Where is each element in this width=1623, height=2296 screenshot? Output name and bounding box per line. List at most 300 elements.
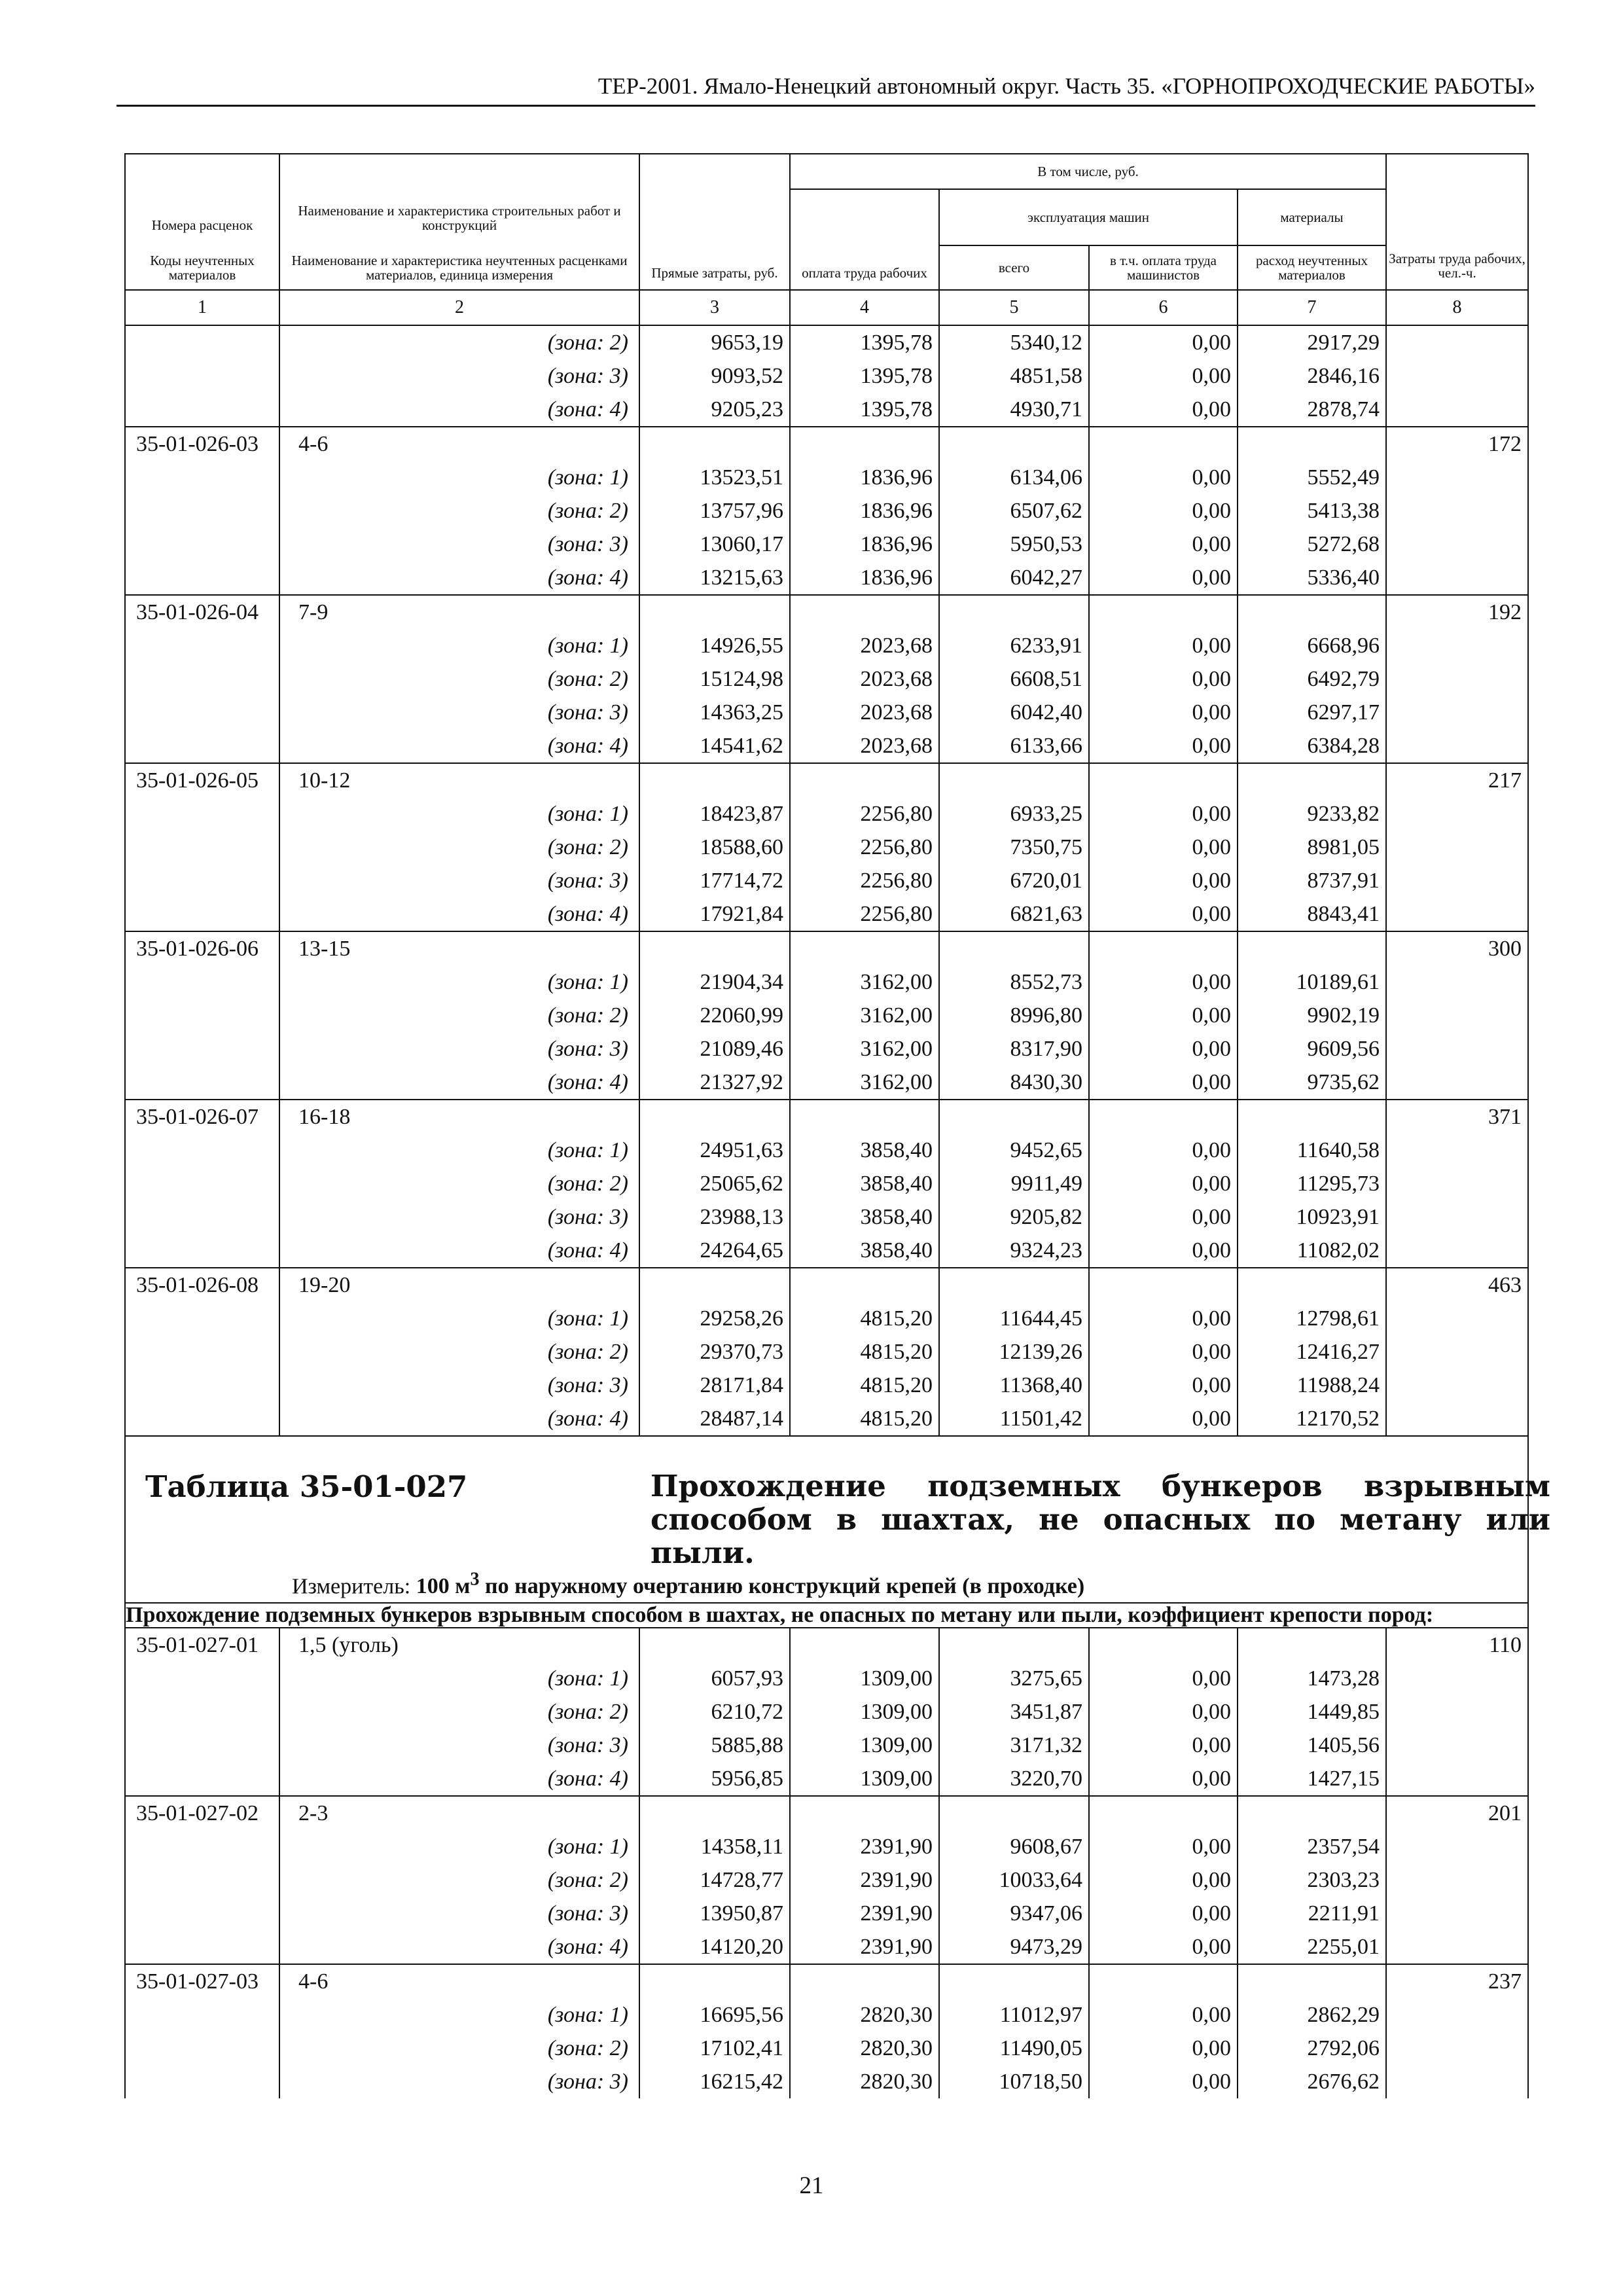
table-027-desc-row: [125, 1603, 1528, 1628]
empty-cell: [790, 595, 939, 629]
empty-cell: [939, 763, 1089, 797]
machines-total: 7350,75: [939, 831, 1089, 864]
zone-row: [125, 393, 1528, 427]
table-027-heading: [125, 1436, 1550, 1603]
worker-pay: 4815,20: [790, 1369, 939, 1402]
rates-table: [124, 153, 1550, 2098]
machinist-pay: 0,00: [1089, 1032, 1238, 1066]
rate-name: 7-9: [279, 595, 639, 629]
worker-pay: 4815,20: [790, 1402, 939, 1436]
zone-label: (зона: 2): [279, 1335, 639, 1369]
empty-cell: [939, 1268, 1089, 1302]
worker-pay: 1836,96: [790, 561, 939, 595]
col7-header: расход неучтенных материалов: [1238, 245, 1386, 290]
zone-label: (зона: 2): [279, 999, 639, 1032]
materials-cost: 11640,58: [1238, 1134, 1386, 1167]
zone-label: (зона: 2): [279, 325, 639, 359]
materials-cost: 1427,15: [1238, 1762, 1386, 1796]
machines-total: 3220,70: [939, 1762, 1089, 1796]
empty-cell: [1386, 729, 1528, 763]
materials-cost: 9735,62: [1238, 1066, 1386, 1100]
zone-row: [125, 1234, 1528, 1268]
zone-label: (зона: 1): [279, 629, 639, 662]
empty-cell: [125, 1830, 279, 1863]
zone-label: (зона: 3): [279, 2065, 639, 2098]
zone-label: (зона: 2): [279, 1695, 639, 1729]
empty-cell: [639, 763, 790, 797]
col5-header: всего: [939, 245, 1089, 290]
empty-cell: [1386, 1863, 1528, 1897]
rate-row: [125, 931, 1528, 965]
empty-cell: [1386, 1032, 1528, 1066]
table-title: Таблица 35-01-027: [145, 1469, 468, 1504]
empty-cell: [939, 595, 1089, 629]
meter-line: [292, 1570, 1084, 1599]
materials-cost: 6384,28: [1238, 729, 1386, 763]
empty-cell: [639, 595, 790, 629]
zone-row: [125, 1402, 1528, 1436]
worker-pay: 2023,68: [790, 662, 939, 696]
machinist-pay: 0,00: [1089, 797, 1238, 831]
materials-cost: 2862,29: [1238, 1998, 1386, 2032]
zone-row: [125, 1032, 1528, 1066]
empty-cell: [639, 1100, 790, 1134]
machines-total: 6821,63: [939, 897, 1089, 931]
empty-cell: [1386, 1762, 1528, 1796]
empty-cell: [125, 359, 279, 393]
direct-cost: 5885,88: [639, 1729, 790, 1762]
worker-pay: 3858,40: [790, 1134, 939, 1167]
empty-cell: [1089, 1796, 1238, 1830]
empty-cell: [1386, 1998, 1528, 2032]
rate-name: 13-15: [279, 931, 639, 965]
empty-cell: [1386, 797, 1528, 831]
direct-cost: 28487,14: [639, 1402, 790, 1436]
materials-cost: 8737,91: [1238, 864, 1386, 897]
machines-total: 5340,12: [939, 325, 1089, 359]
materials-cost: 1449,85: [1238, 1695, 1386, 1729]
labor-cost: 300: [1386, 931, 1528, 965]
machinist-pay: 0,00: [1089, 2032, 1238, 2065]
empty-cell: [125, 1066, 279, 1100]
rate-code: 35-01-027-03: [125, 1964, 279, 1998]
empty-cell: [1386, 1830, 1528, 1863]
empty-cell: [125, 629, 279, 662]
machinist-pay: 0,00: [1089, 528, 1238, 561]
col-number: 7: [1238, 290, 1386, 325]
empty-cell: [125, 528, 279, 561]
labor-cost: 192: [1386, 595, 1528, 629]
empty-cell: [1089, 1628, 1238, 1662]
zone-row: [125, 999, 1528, 1032]
direct-cost: 9205,23: [639, 393, 790, 427]
labor-cost: 110: [1386, 1628, 1528, 1662]
direct-cost: 13757,96: [639, 494, 790, 528]
direct-cost: 28171,84: [639, 1369, 790, 1402]
direct-cost: 17921,84: [639, 897, 790, 931]
worker-pay: 1395,78: [790, 359, 939, 393]
rate-code: 35-01-026-08: [125, 1268, 279, 1302]
worker-pay: 2820,30: [790, 2065, 939, 2098]
meter-label: Измеритель:: [292, 1574, 411, 1599]
empty-cell: [1238, 427, 1386, 461]
zone-label: (зона: 1): [279, 1134, 639, 1167]
zone-row: [125, 1167, 1528, 1200]
worker-pay: 4815,20: [790, 1302, 939, 1335]
col6-header: в т.ч. оплата труда машинистов: [1089, 245, 1238, 290]
direct-cost: 24951,63: [639, 1134, 790, 1167]
worker-pay: 3162,00: [790, 965, 939, 999]
materials-cost: 2792,06: [1238, 2032, 1386, 2065]
empty-cell: [1386, 662, 1528, 696]
machines-total: 8996,80: [939, 999, 1089, 1032]
empty-cell: [125, 325, 279, 359]
materials-cost: 12416,27: [1238, 1335, 1386, 1369]
direct-cost: 15124,98: [639, 662, 790, 696]
machinist-pay: 0,00: [1089, 1930, 1238, 1964]
rate-name: 16-18: [279, 1100, 639, 1134]
empty-cell: [1386, 999, 1528, 1032]
empty-cell: [1386, 2032, 1528, 2065]
rate-code: 35-01-027-02: [125, 1796, 279, 1830]
materials-cost: 6297,17: [1238, 696, 1386, 729]
zone-row: [125, 461, 1528, 494]
direct-cost: 24264,65: [639, 1234, 790, 1268]
machinist-pay: 0,00: [1089, 1762, 1238, 1796]
zone-row: [125, 662, 1528, 696]
machinist-pay: 0,00: [1089, 1234, 1238, 1268]
empty-cell: [1238, 595, 1386, 629]
empty-cell: [939, 1796, 1089, 1830]
direct-cost: 21327,92: [639, 1066, 790, 1100]
empty-cell: [1386, 965, 1528, 999]
empty-cell: [1386, 1134, 1528, 1167]
empty-cell: [125, 831, 279, 864]
col8-header: Затраты труда рабочих, чел.-ч.: [1386, 154, 1528, 290]
machines-total: 11490,05: [939, 2032, 1089, 2065]
direct-cost: 9653,19: [639, 325, 790, 359]
zone-label: (зона: 3): [279, 1200, 639, 1234]
worker-pay: 3858,40: [790, 1167, 939, 1200]
empty-cell: [125, 393, 279, 427]
empty-cell: [639, 931, 790, 965]
empty-cell: [1386, 528, 1528, 561]
zone-label: (зона: 1): [279, 1830, 639, 1863]
direct-cost: 9093,52: [639, 359, 790, 393]
materials-cost: 1473,28: [1238, 1662, 1386, 1695]
worker-pay: 2256,80: [790, 797, 939, 831]
rate-name: 19-20: [279, 1268, 639, 1302]
rate-name: 10-12: [279, 763, 639, 797]
worker-pay: 2391,90: [790, 1930, 939, 1964]
direct-cost: 18588,60: [639, 831, 790, 864]
materials-cost: 2303,23: [1238, 1863, 1386, 1897]
empty-cell: [1386, 1200, 1528, 1234]
empty-cell: [125, 494, 279, 528]
zone-row: [125, 797, 1528, 831]
rate-row: [125, 763, 1528, 797]
empty-cell: [939, 1964, 1089, 1998]
empty-cell: [1386, 461, 1528, 494]
empty-cell: [1238, 763, 1386, 797]
direct-cost: 17102,41: [639, 2032, 790, 2065]
machinist-pay: 0,00: [1089, 1066, 1238, 1100]
machines-total: 3275,65: [939, 1662, 1089, 1695]
direct-cost: 16215,42: [639, 2065, 790, 2098]
machines-total: 6233,91: [939, 629, 1089, 662]
col-number: 5: [939, 290, 1089, 325]
meter-value: 100 $м^3$ по наружному очертанию конструкций крепей (в проходке): [416, 1570, 1085, 1599]
labor-cost: 237: [1386, 1964, 1528, 1998]
col-number: 1: [125, 290, 279, 325]
direct-cost: 5956,85: [639, 1762, 790, 1796]
zone-label: (зона: 4): [279, 561, 639, 595]
empty-cell: [125, 999, 279, 1032]
rate-code: 35-01-027-01: [125, 1628, 279, 1662]
machinist-pay: 0,00: [1089, 1695, 1238, 1729]
direct-cost: 6210,72: [639, 1695, 790, 1729]
empty-cell: [125, 1369, 279, 1402]
empty-cell: [1386, 1695, 1528, 1729]
rate-row: [125, 1268, 1528, 1302]
empty-cell: [1386, 494, 1528, 528]
zone-row: [125, 528, 1528, 561]
machines-total: 11501,42: [939, 1402, 1089, 1436]
materials-cost: 11988,24: [1238, 1369, 1386, 1402]
empty-cell: [125, 461, 279, 494]
machines-total: 6042,27: [939, 561, 1089, 595]
empty-cell: [639, 1628, 790, 1662]
machines-total: 9347,06: [939, 1897, 1089, 1930]
empty-cell: [1386, 359, 1528, 393]
empty-cell: [1238, 931, 1386, 965]
zone-row: [125, 1335, 1528, 1369]
zone-label: (зона: 4): [279, 897, 639, 931]
machines-total: 9452,65: [939, 1134, 1089, 1167]
zone-label: (зона: 2): [279, 494, 639, 528]
table-description: Прохождение подземных бункеров взрывным способом в шахтах, не опасных по метану или пыли, коэффициент крепости пород:: [125, 1603, 1528, 1628]
empty-cell: [1386, 1234, 1528, 1268]
materials-cost: 2357,54: [1238, 1830, 1386, 1863]
materials-cost: 5413,38: [1238, 494, 1386, 528]
empty-cell: [1386, 393, 1528, 427]
zone-label: (зона: 3): [279, 696, 639, 729]
labor-cost: 217: [1386, 763, 1528, 797]
machines-total: 9911,49: [939, 1167, 1089, 1200]
empty-cell: [1089, 763, 1238, 797]
materials-cost: 6492,79: [1238, 662, 1386, 696]
machinist-pay: 0,00: [1089, 2065, 1238, 2098]
machinist-pay: 0,00: [1089, 325, 1238, 359]
zone-label: (зона: 4): [279, 1234, 639, 1268]
empty-cell: [1386, 1662, 1528, 1695]
direct-cost: 25065,62: [639, 1167, 790, 1200]
empty-cell: [1238, 1796, 1386, 1830]
zone-row: [125, 1930, 1528, 1964]
zone-row: [125, 1369, 1528, 1402]
empty-cell: [125, 1662, 279, 1695]
zone-label: (зона: 2): [279, 2032, 639, 2065]
empty-cell: [125, 729, 279, 763]
table-027-heading-row: [125, 1436, 1528, 1603]
zone-label: (зона: 3): [279, 359, 639, 393]
empty-cell: [790, 1796, 939, 1830]
materials-header: материалы: [1238, 189, 1386, 245]
empty-cell: [1386, 1302, 1528, 1335]
direct-cost: 22060,99: [639, 999, 790, 1032]
zone-label: (зона: 1): [279, 461, 639, 494]
zone-label: (зона: 2): [279, 831, 639, 864]
labor-cost: 371: [1386, 1100, 1528, 1134]
worker-pay: 3858,40: [790, 1234, 939, 1268]
empty-cell: [1386, 1402, 1528, 1436]
zone-row: [125, 696, 1528, 729]
col1-header-bottom: Коды неучтенных материалов: [125, 245, 279, 290]
zone-label: (зона: 4): [279, 393, 639, 427]
col-number: 3: [639, 290, 790, 325]
machinist-pay: 0,00: [1089, 1729, 1238, 1762]
materials-cost: 5336,40: [1238, 561, 1386, 595]
col-number: 4: [790, 290, 939, 325]
rate-name: 1,5 (уголь): [279, 1628, 639, 1662]
zone-label: (зона: 2): [279, 1167, 639, 1200]
zone-row: [125, 561, 1528, 595]
worker-pay: 1395,78: [790, 393, 939, 427]
empty-cell: [1089, 427, 1238, 461]
materials-cost: 9233,82: [1238, 797, 1386, 831]
materials-cost: 8981,05: [1238, 831, 1386, 864]
direct-cost: 14363,25: [639, 696, 790, 729]
machines-total: 6134,06: [939, 461, 1089, 494]
machines-total: 6608,51: [939, 662, 1089, 696]
empty-cell: [790, 1964, 939, 1998]
direct-cost: 21904,34: [639, 965, 790, 999]
labor-cost: 463: [1386, 1268, 1528, 1302]
zone-row: [125, 1729, 1528, 1762]
machinist-pay: 0,00: [1089, 393, 1238, 427]
empty-cell: [1386, 2065, 1528, 2098]
rate-row: [125, 1796, 1528, 1830]
zone-row: [125, 2065, 1528, 2098]
direct-cost: 13060,17: [639, 528, 790, 561]
machines-total: 8552,73: [939, 965, 1089, 999]
materials-cost: 2917,29: [1238, 325, 1386, 359]
empty-cell: [939, 427, 1089, 461]
zone-label: (зона: 1): [279, 797, 639, 831]
empty-cell: [1386, 561, 1528, 595]
direct-cost: 13215,63: [639, 561, 790, 595]
empty-cell: [125, 2065, 279, 2098]
empty-cell: [1238, 1268, 1386, 1302]
empty-cell: [125, 2032, 279, 2065]
machines-total: 3171,32: [939, 1729, 1089, 1762]
rate-code: 35-01-026-03: [125, 427, 279, 461]
empty-cell: [790, 1100, 939, 1134]
machinist-pay: 0,00: [1089, 1302, 1238, 1335]
empty-cell: [125, 897, 279, 931]
zone-row: [125, 831, 1528, 864]
empty-cell: [1089, 931, 1238, 965]
machinist-pay: 0,00: [1089, 1167, 1238, 1200]
materials-cost: 9609,56: [1238, 1032, 1386, 1066]
empty-cell: [1386, 1167, 1528, 1200]
machinist-pay: 0,00: [1089, 1998, 1238, 2032]
col1-header-top: Номера расценок: [125, 154, 279, 245]
zone-label: (зона: 2): [279, 1863, 639, 1897]
materials-cost: 2676,62: [1238, 2065, 1386, 2098]
rate-row: [125, 595, 1528, 629]
zone-row: [125, 494, 1528, 528]
machines-total: 3451,87: [939, 1695, 1089, 1729]
empty-cell: [939, 931, 1089, 965]
zone-label: (зона: 4): [279, 1762, 639, 1796]
empty-cell: [125, 1134, 279, 1167]
empty-cell: [125, 1032, 279, 1066]
col-number: 6: [1089, 290, 1238, 325]
zone-label: (зона: 4): [279, 1066, 639, 1100]
direct-cost: 13523,51: [639, 461, 790, 494]
empty-cell: [125, 864, 279, 897]
machinist-pay: 0,00: [1089, 359, 1238, 393]
materials-cost: 2211,91: [1238, 1897, 1386, 1930]
empty-cell: [639, 1268, 790, 1302]
materials-cost: 5552,49: [1238, 461, 1386, 494]
worker-pay: 1309,00: [790, 1762, 939, 1796]
rate-code: 35-01-026-04: [125, 595, 279, 629]
empty-cell: [1386, 696, 1528, 729]
direct-cost: 29370,73: [639, 1335, 790, 1369]
machinist-pay: 0,00: [1089, 729, 1238, 763]
machines-total: 6133,66: [939, 729, 1089, 763]
empty-cell: [1386, 1930, 1528, 1964]
machines-total: 10718,50: [939, 2065, 1089, 2098]
zone-row: [125, 864, 1528, 897]
empty-cell: [1238, 1964, 1386, 1998]
machines-total: 11644,45: [939, 1302, 1089, 1335]
zone-label: (зона: 4): [279, 1930, 639, 1964]
empty-cell: [1386, 1897, 1528, 1930]
rate-name: 4-6: [279, 427, 639, 461]
rate-code: 35-01-026-06: [125, 931, 279, 965]
worker-pay: 1836,96: [790, 528, 939, 561]
direct-cost: 17714,72: [639, 864, 790, 897]
materials-cost: 12798,61: [1238, 1302, 1386, 1335]
col-number: 8: [1386, 290, 1528, 325]
direct-cost: 14926,55: [639, 629, 790, 662]
zone-label: (зона: 2): [279, 662, 639, 696]
col4-header: оплата труда рабочих: [790, 189, 939, 290]
zone-label: (зона: 3): [279, 1032, 639, 1066]
worker-pay: 2256,80: [790, 864, 939, 897]
empty-cell: [1089, 1964, 1238, 1998]
materials-cost: 2846,16: [1238, 359, 1386, 393]
col2-header-top: Наименование и характеристика строительных работ и конструкций: [279, 154, 639, 245]
empty-cell: [125, 1762, 279, 1796]
empty-cell: [790, 931, 939, 965]
machinist-pay: 0,00: [1089, 461, 1238, 494]
empty-cell: [125, 1897, 279, 1930]
worker-pay: 2391,90: [790, 1863, 939, 1897]
rate-row: [125, 1628, 1528, 1662]
col-number: 2: [279, 290, 639, 325]
empty-cell: [1386, 1335, 1528, 1369]
zone-row: [125, 629, 1528, 662]
machinist-pay: 0,00: [1089, 1335, 1238, 1369]
empty-cell: [125, 797, 279, 831]
direct-cost: 14358,11: [639, 1830, 790, 1863]
machinist-pay: 0,00: [1089, 864, 1238, 897]
rate-name: 2-3: [279, 1796, 639, 1830]
